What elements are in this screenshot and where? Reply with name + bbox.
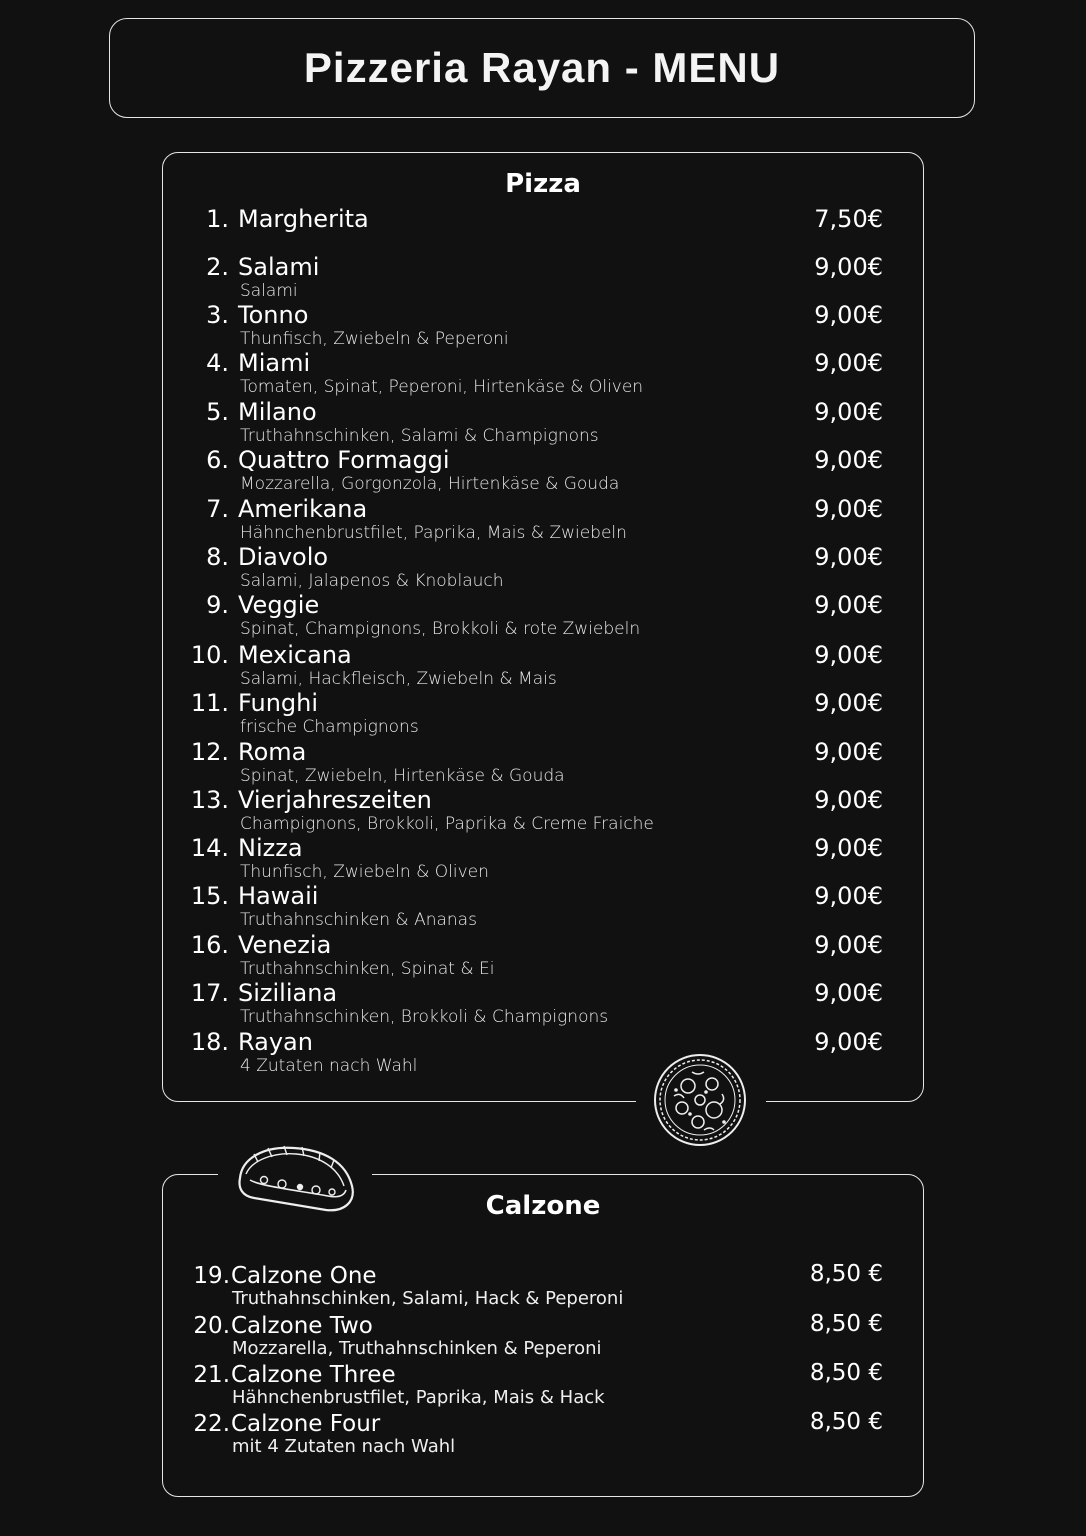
pizza-item-price: 9,00€ (814, 931, 883, 959)
pizza-item-description: Thunfisch, Zwiebeln & Peperoni (240, 329, 509, 349)
pizza-item-number: 2. (206, 253, 229, 281)
pizza-icon (652, 1052, 748, 1148)
calzone-item-name: Calzone Four (231, 1411, 381, 1437)
pizza-item-description: frische Champignons (240, 717, 419, 737)
calzone-item-description: mit 4 Zutaten nach Wahl (232, 1436, 456, 1457)
calzone-item-number: 21. (193, 1362, 230, 1388)
pizza-item-number: 12. (190, 738, 229, 766)
pizza-item-number: 6. (206, 446, 229, 474)
calzone-item-name: Calzone Two (231, 1313, 373, 1339)
pizza-item-name: Funghi (238, 689, 319, 717)
pizza-item-name: Veggie (238, 591, 320, 619)
pizza-item-description: Thunfisch, Zwiebeln & Oliven (240, 862, 489, 882)
pizza-item-name: Mexicana (238, 641, 352, 669)
calzone-item-price: 8,50 € (809, 1311, 883, 1337)
pizza-item-number: 5. (206, 398, 229, 426)
pizza-item-name: Siziliana (238, 979, 338, 1007)
pizza-item-price: 9,00€ (814, 834, 883, 862)
pizza-item-number: 8. (206, 543, 229, 571)
pizza-section-title: Pizza (505, 169, 581, 199)
page-title: Pizzeria Rayan - MENU (303, 44, 781, 91)
pizza-item-number: 7. (206, 495, 229, 523)
calzone-item-description: Hähnchenbrustfilet, Paprika, Mais & Hack (232, 1387, 605, 1408)
pizza-item-description: Salami, Hackfleisch, Zwiebeln & Mais (240, 669, 557, 689)
pizza-item-price: 9,00€ (814, 786, 883, 814)
pizza-item-name: Nizza (238, 834, 303, 862)
calzone-icon (234, 1140, 358, 1218)
pizza-item-name: Diavolo (238, 543, 329, 571)
calzone-item-price: 8,50 € (809, 1261, 883, 1287)
pizza-item-price: 9,00€ (814, 1028, 883, 1056)
pizza-item-description: Truthahnschinken, Spinat & Ei (240, 959, 495, 979)
pizza-item-name: Rayan (238, 1028, 313, 1056)
pizza-item-description: Champignons, Brokkoli, Paprika & Creme Fraiche (240, 814, 654, 834)
calzone-item-number: 22. (193, 1411, 230, 1437)
pizza-item-description: Spinat, Zwiebeln, Hirtenkäse & Gouda (240, 766, 565, 786)
pizza-item-price: 9,00€ (814, 398, 883, 426)
pizza-item-name: Hawaii (238, 882, 319, 910)
calzone-item-price: 8,50 € (809, 1360, 883, 1386)
pizza-item-name: Roma (238, 738, 307, 766)
pizza-item-name: Margherita (238, 205, 369, 233)
pizza-section (162, 152, 924, 1102)
calzone-item-number: 19. (193, 1263, 230, 1289)
pizza-item-number: 13. (190, 786, 229, 814)
pizza-item-description: Salami, Jalapenos & Knoblauch (240, 571, 504, 591)
calzone-section-title: Calzone (485, 1191, 601, 1221)
pizza-item-number: 16. (190, 931, 229, 959)
calzone-section (162, 1174, 924, 1497)
pizza-item-description: Mozzarella, Gorgonzola, Hirtenkäse & Gouda (240, 474, 620, 494)
pizza-item-number: 11. (190, 689, 229, 717)
pizza-item-description: Truthahnschinken, Salami & Champignons (240, 426, 599, 446)
calzone-item-name: Calzone Three (231, 1362, 396, 1388)
pizza-item-price: 9,00€ (814, 446, 883, 474)
calzone-item-name: Calzone One (231, 1263, 377, 1289)
pizza-item-name: Quattro Formaggi (238, 446, 450, 474)
pizza-item-number: 17. (190, 979, 229, 1007)
pizza-item-price: 9,00€ (814, 301, 883, 329)
calzone-item-number: 20. (193, 1313, 230, 1339)
pizza-item-price: 9,00€ (814, 349, 883, 377)
pizza-item-price: 9,00€ (814, 591, 883, 619)
pizza-item-description: Tomaten, Spinat, Peperoni, Hirtenkäse & Oliven (240, 377, 644, 397)
pizza-item-number: 10. (190, 641, 229, 669)
pizza-item-price: 9,00€ (814, 495, 883, 523)
pizza-item-name: Milano (238, 398, 317, 426)
pizza-item-name: Miami (238, 349, 311, 377)
pizza-item-number: 15. (190, 882, 229, 910)
pizza-item-name: Venezia (238, 931, 332, 959)
pizza-item-description: Spinat, Champignons, Brokkoli & rote Zwiebeln (240, 619, 641, 639)
pizza-item-description: Salami (240, 281, 298, 301)
pizza-item-price: 9,00€ (814, 543, 883, 571)
pizza-item-price: 9,00€ (814, 882, 883, 910)
pizza-item-description: Truthahnschinken & Ananas (240, 910, 477, 930)
calzone-item-price: 8,50 € (809, 1409, 883, 1435)
pizza-item-number: 4. (206, 349, 229, 377)
calzone-item-description: Mozzarella, Truthahnschinken & Peperoni (232, 1338, 602, 1359)
pizza-item-description: Hähnchenbrustfilet, Paprika, Mais & Zwiebeln (240, 523, 627, 543)
pizza-item-description: 4 Zutaten nach Wahl (240, 1056, 418, 1076)
pizza-item-name: Amerikana (238, 495, 368, 523)
pizza-item-price: 9,00€ (814, 253, 883, 281)
pizza-item-name: Vierjahreszeiten (238, 786, 432, 814)
pizza-item-price: 9,00€ (814, 979, 883, 1007)
pizza-item-number: 1. (206, 205, 229, 233)
pizza-item-description: Truthahnschinken, Brokkoli & Champignons (240, 1007, 609, 1027)
pizza-item-number: 9. (206, 591, 229, 619)
pizza-item-name: Tonno (238, 301, 309, 329)
pizza-item-name: Salami (238, 253, 320, 281)
pizza-item-number: 18. (190, 1028, 229, 1056)
pizza-item-price: 7,50€ (814, 205, 883, 233)
menu-header (109, 18, 975, 118)
calzone-item-description: Truthahnschinken, Salami, Hack & Peperoni (232, 1288, 624, 1309)
pizza-item-price: 9,00€ (814, 641, 883, 669)
pizza-item-number: 3. (206, 301, 229, 329)
pizza-item-price: 9,00€ (814, 689, 883, 717)
pizza-item-number: 14. (190, 834, 229, 862)
pizza-item-price: 9,00€ (814, 738, 883, 766)
